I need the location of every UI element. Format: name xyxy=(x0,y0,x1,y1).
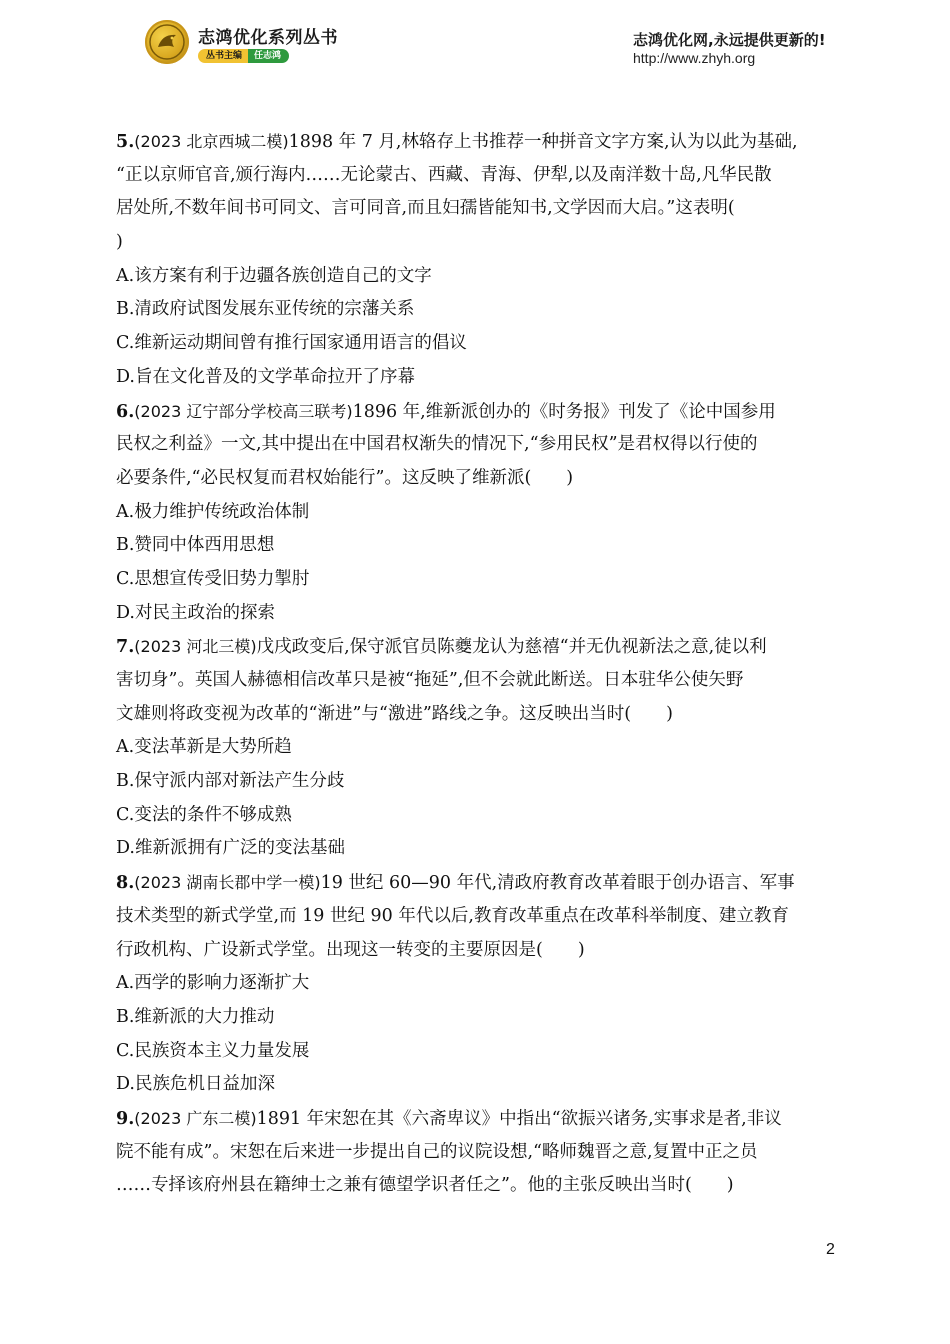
option-a: A.该方案有利于边疆各族创造自己的文字 xyxy=(116,265,432,286)
option-d: D.民族危机日益加深 xyxy=(116,1074,275,1095)
question-stem-line: 居处所,不数年间书可同文、言可同音,而且妇孺皆能知书,文学因而大启。”这表明( xyxy=(116,198,735,219)
question-5 xyxy=(116,125,836,395)
option-a: A.西学的影响力逐渐扩大 xyxy=(116,973,310,994)
site-url[interactable]: http://www.zhyh.org xyxy=(633,50,756,66)
question-6 xyxy=(116,395,836,631)
option-c: C.变法的条件不够成熟 xyxy=(116,804,292,825)
question-source: (2023 北京西城二模) xyxy=(134,132,289,151)
option-c: C.思想宣传受旧势力掣肘 xyxy=(116,568,310,589)
question-stem-line: 害切身”。英国人赫德相信改革只是被“拖延”,但不会就此断送。日本驻华公使矢野 xyxy=(116,670,744,690)
question-stem: 19 世纪 60—90 年代,清政府教育改革着眼于创办语言、军事 xyxy=(320,873,795,894)
question-source: (2023 辽宁部分学校高三联考) xyxy=(134,401,353,421)
question-stem: 戊戌政变后,保守派官员陈夔龙认为慈禧“并无仇视新法之意,徒以利 xyxy=(256,637,767,658)
question-number: 8 xyxy=(116,873,129,894)
option-c: C.维新运动期间曾有推行国家通用语言的倡议 xyxy=(116,333,467,354)
option-b: B.保守派内部对新法产生分歧 xyxy=(116,771,345,792)
question-stem-line: 行政机构、广设新式学堂。出现这一转变的主要原因是( ) xyxy=(116,939,585,960)
question-stem: 1898 年 7 月,林辂存上书推荐一种拼音文字方案,认为以此为基础, xyxy=(288,132,798,152)
question-7 xyxy=(116,630,836,866)
question-stem-line: 9.(2023 广东二模)1891 年宋恕在其《六斋卑议》中指出“欲振兴诸务,实事求是者,非议 xyxy=(116,1108,782,1129)
option-a: A.极力维护传统政治体制 xyxy=(116,501,310,522)
option-b: B.维新派的大力推动 xyxy=(116,1006,275,1027)
question-stem-line: ……专择该府州县在籍绅士之兼有德望学识者任之”。他的主张反映出当时( ) xyxy=(116,1175,734,1196)
option-d: D.对民主政治的探索 xyxy=(116,602,275,623)
editor-badge xyxy=(198,49,289,63)
page-number: 2 xyxy=(826,1241,835,1258)
question-stem-line: 民权之利益》一文,其中提出在中国君权渐失的情况下,“参用民权”是君权得以行使的 xyxy=(116,434,758,455)
question-source: (2023 河北三模) xyxy=(134,637,257,657)
option-d: D.维新派拥有广泛的变法基础 xyxy=(116,838,345,859)
question-number: 6 xyxy=(116,401,129,422)
question-stem-line: 院不能有成”。宋恕在后来进一步提出自己的议院设想,“略师魏晋之意,复置中正之员 xyxy=(116,1141,758,1162)
site-slogan: 志鸿优化网,永远提供更新的! xyxy=(633,31,826,49)
option-c: C.民族资本主义力量发展 xyxy=(116,1040,310,1061)
question-8 xyxy=(116,866,836,1102)
question-stem-line: 5.(2023 北京西城二模)1898 年 7 月,林辂存上书推荐一种拼音文字方案,认为以此为基础, xyxy=(116,132,798,152)
option-b: B.赞同中体西用思想 xyxy=(116,535,275,556)
question-stem-line: 6.(2023 辽宁部分学校高三联考)1896 年,维新派创办的《时务报》刊发了《论中国参用 xyxy=(116,401,776,422)
question-stem-line: 7.(2023 河北三模)戊戌政变后,保守派官员陈夔龙认为慈禧“并无仇视新法之意,徒以利 xyxy=(116,637,767,658)
question-stem-line: ) xyxy=(116,232,123,253)
question-source: (2023 湖南长郡中学一模) xyxy=(134,873,321,893)
question-number: 5 xyxy=(116,132,129,152)
question-9 xyxy=(116,1102,836,1203)
logo-seal-icon xyxy=(145,20,189,64)
question-list xyxy=(116,125,836,1203)
option-a: A.变法革新是大势所趋 xyxy=(116,737,292,758)
question-stem: 1891 年宋恕在其《六斋卑议》中指出“欲振兴诸务,实事求是者,非议 xyxy=(256,1108,782,1129)
question-stem-line: 文雄则将政变视为改革的“渐进”与“激进”路线之争。这反映出当时( ) xyxy=(116,703,673,724)
editor-name: 任志鸿 xyxy=(248,49,289,63)
option-b: B.清政府试图发展东亚传统的宗藩关系 xyxy=(116,299,415,320)
editor-role: 丛书主编 xyxy=(198,49,248,63)
question-stem-line: 必要条件,“必民权复而君权始能行”。这反映了维新派( ) xyxy=(116,467,574,488)
option-d: D.旨在文化普及的文学革命拉开了序幕 xyxy=(116,366,415,387)
question-number: 9 xyxy=(116,1108,129,1129)
series-title: 志鸿优化系列丛书 xyxy=(198,28,338,48)
page-header xyxy=(0,14,950,74)
question-source: (2023 广东二模) xyxy=(134,1108,257,1128)
question-stem-line: 技术类型的新式学堂,而 19 世纪 90 年代以后,教育改革重点在改革科举制度、建立教育 xyxy=(116,905,789,926)
question-stem: 1896 年,维新派创办的《时务报》刊发了《论中国参用 xyxy=(352,401,776,422)
question-stem-line: 8.(2023 湖南长郡中学一模)19 世纪 60—90 年代,清政府教育改革着眼于创办语言、军事 xyxy=(116,873,795,894)
question-number: 7 xyxy=(116,637,129,658)
question-stem-line: “正以京师官音,颁行海内……无论蒙古、西藏、青海、伊犁,以及南洋数十岛,凡华民散 xyxy=(116,164,772,185)
